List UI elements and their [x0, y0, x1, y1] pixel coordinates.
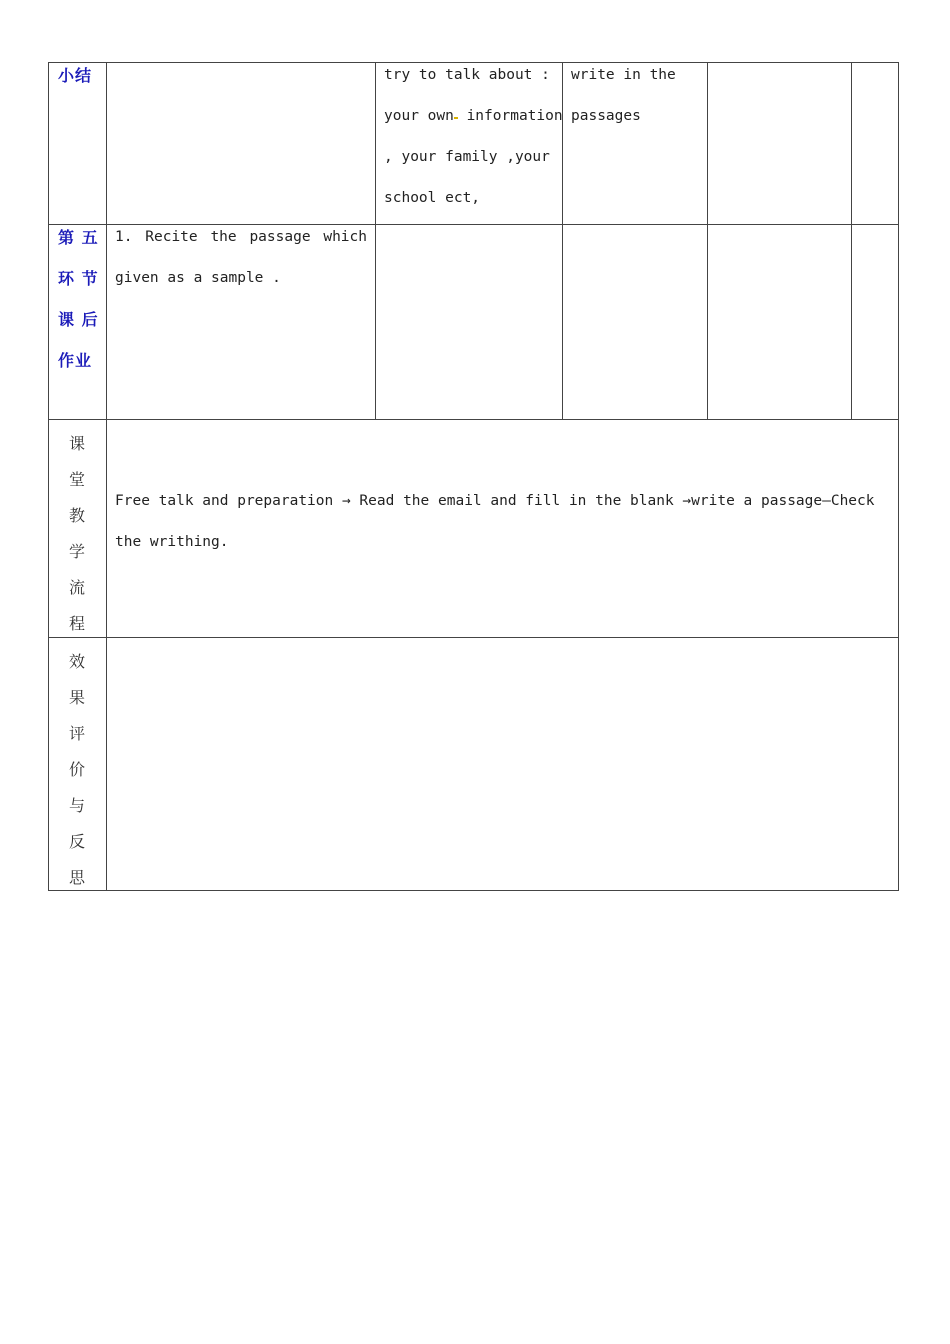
heading-line: 环 节 [58, 269, 99, 288]
teaching-flow-content [115, 481, 875, 563]
text-line: , your family ,your [384, 149, 550, 165]
column-divider [707, 62, 708, 420]
table-border-right [898, 62, 899, 891]
label-char: 课 [68, 434, 85, 453]
label-char: 程 [68, 614, 85, 633]
text-line: 1. Recite the passage which [115, 229, 367, 245]
label-char: 流 [68, 578, 85, 597]
text-line: Free talk and preparation → Read the email and fill in the blank →write a passage—Check [115, 493, 875, 509]
text-line: passages [571, 108, 641, 124]
homework-content [115, 217, 367, 299]
heading-line: 作业 [58, 351, 93, 370]
summary-heading: 小结 [58, 66, 93, 85]
summary-student-task-text [571, 55, 676, 137]
label-char: 思 [68, 868, 85, 887]
text-line: the writhing. [115, 534, 229, 550]
label-char: 果 [68, 688, 85, 707]
label-char: 堂 [68, 470, 85, 489]
label-char: 价 [68, 760, 85, 779]
row-divider [48, 637, 899, 638]
label-char: 教 [68, 506, 85, 525]
text-line: try to talk about : [384, 67, 550, 83]
text-line: given as a sample . [115, 270, 281, 286]
label-char: 评 [68, 724, 85, 743]
lesson-plan-table [48, 62, 899, 891]
label-char: 学 [68, 542, 85, 561]
text-line: your own information [384, 108, 563, 124]
column-divider [375, 62, 376, 420]
teaching-flow-label [48, 426, 106, 642]
column-divider [106, 62, 107, 891]
text-line: school ect, [384, 190, 481, 206]
heading-line: 课 后 [58, 310, 99, 329]
summary-activity-text [384, 55, 563, 219]
label-char: 与 [68, 796, 85, 815]
row-divider [48, 419, 899, 420]
reflection-label [48, 644, 106, 896]
label-char: 效 [68, 652, 85, 671]
label-char: 反 [68, 832, 85, 851]
table-border-bottom [48, 890, 899, 891]
homework-heading [58, 217, 99, 381]
text-line: write in the [571, 67, 676, 83]
column-divider [851, 62, 852, 420]
heading-line: 第 五 [58, 228, 99, 247]
